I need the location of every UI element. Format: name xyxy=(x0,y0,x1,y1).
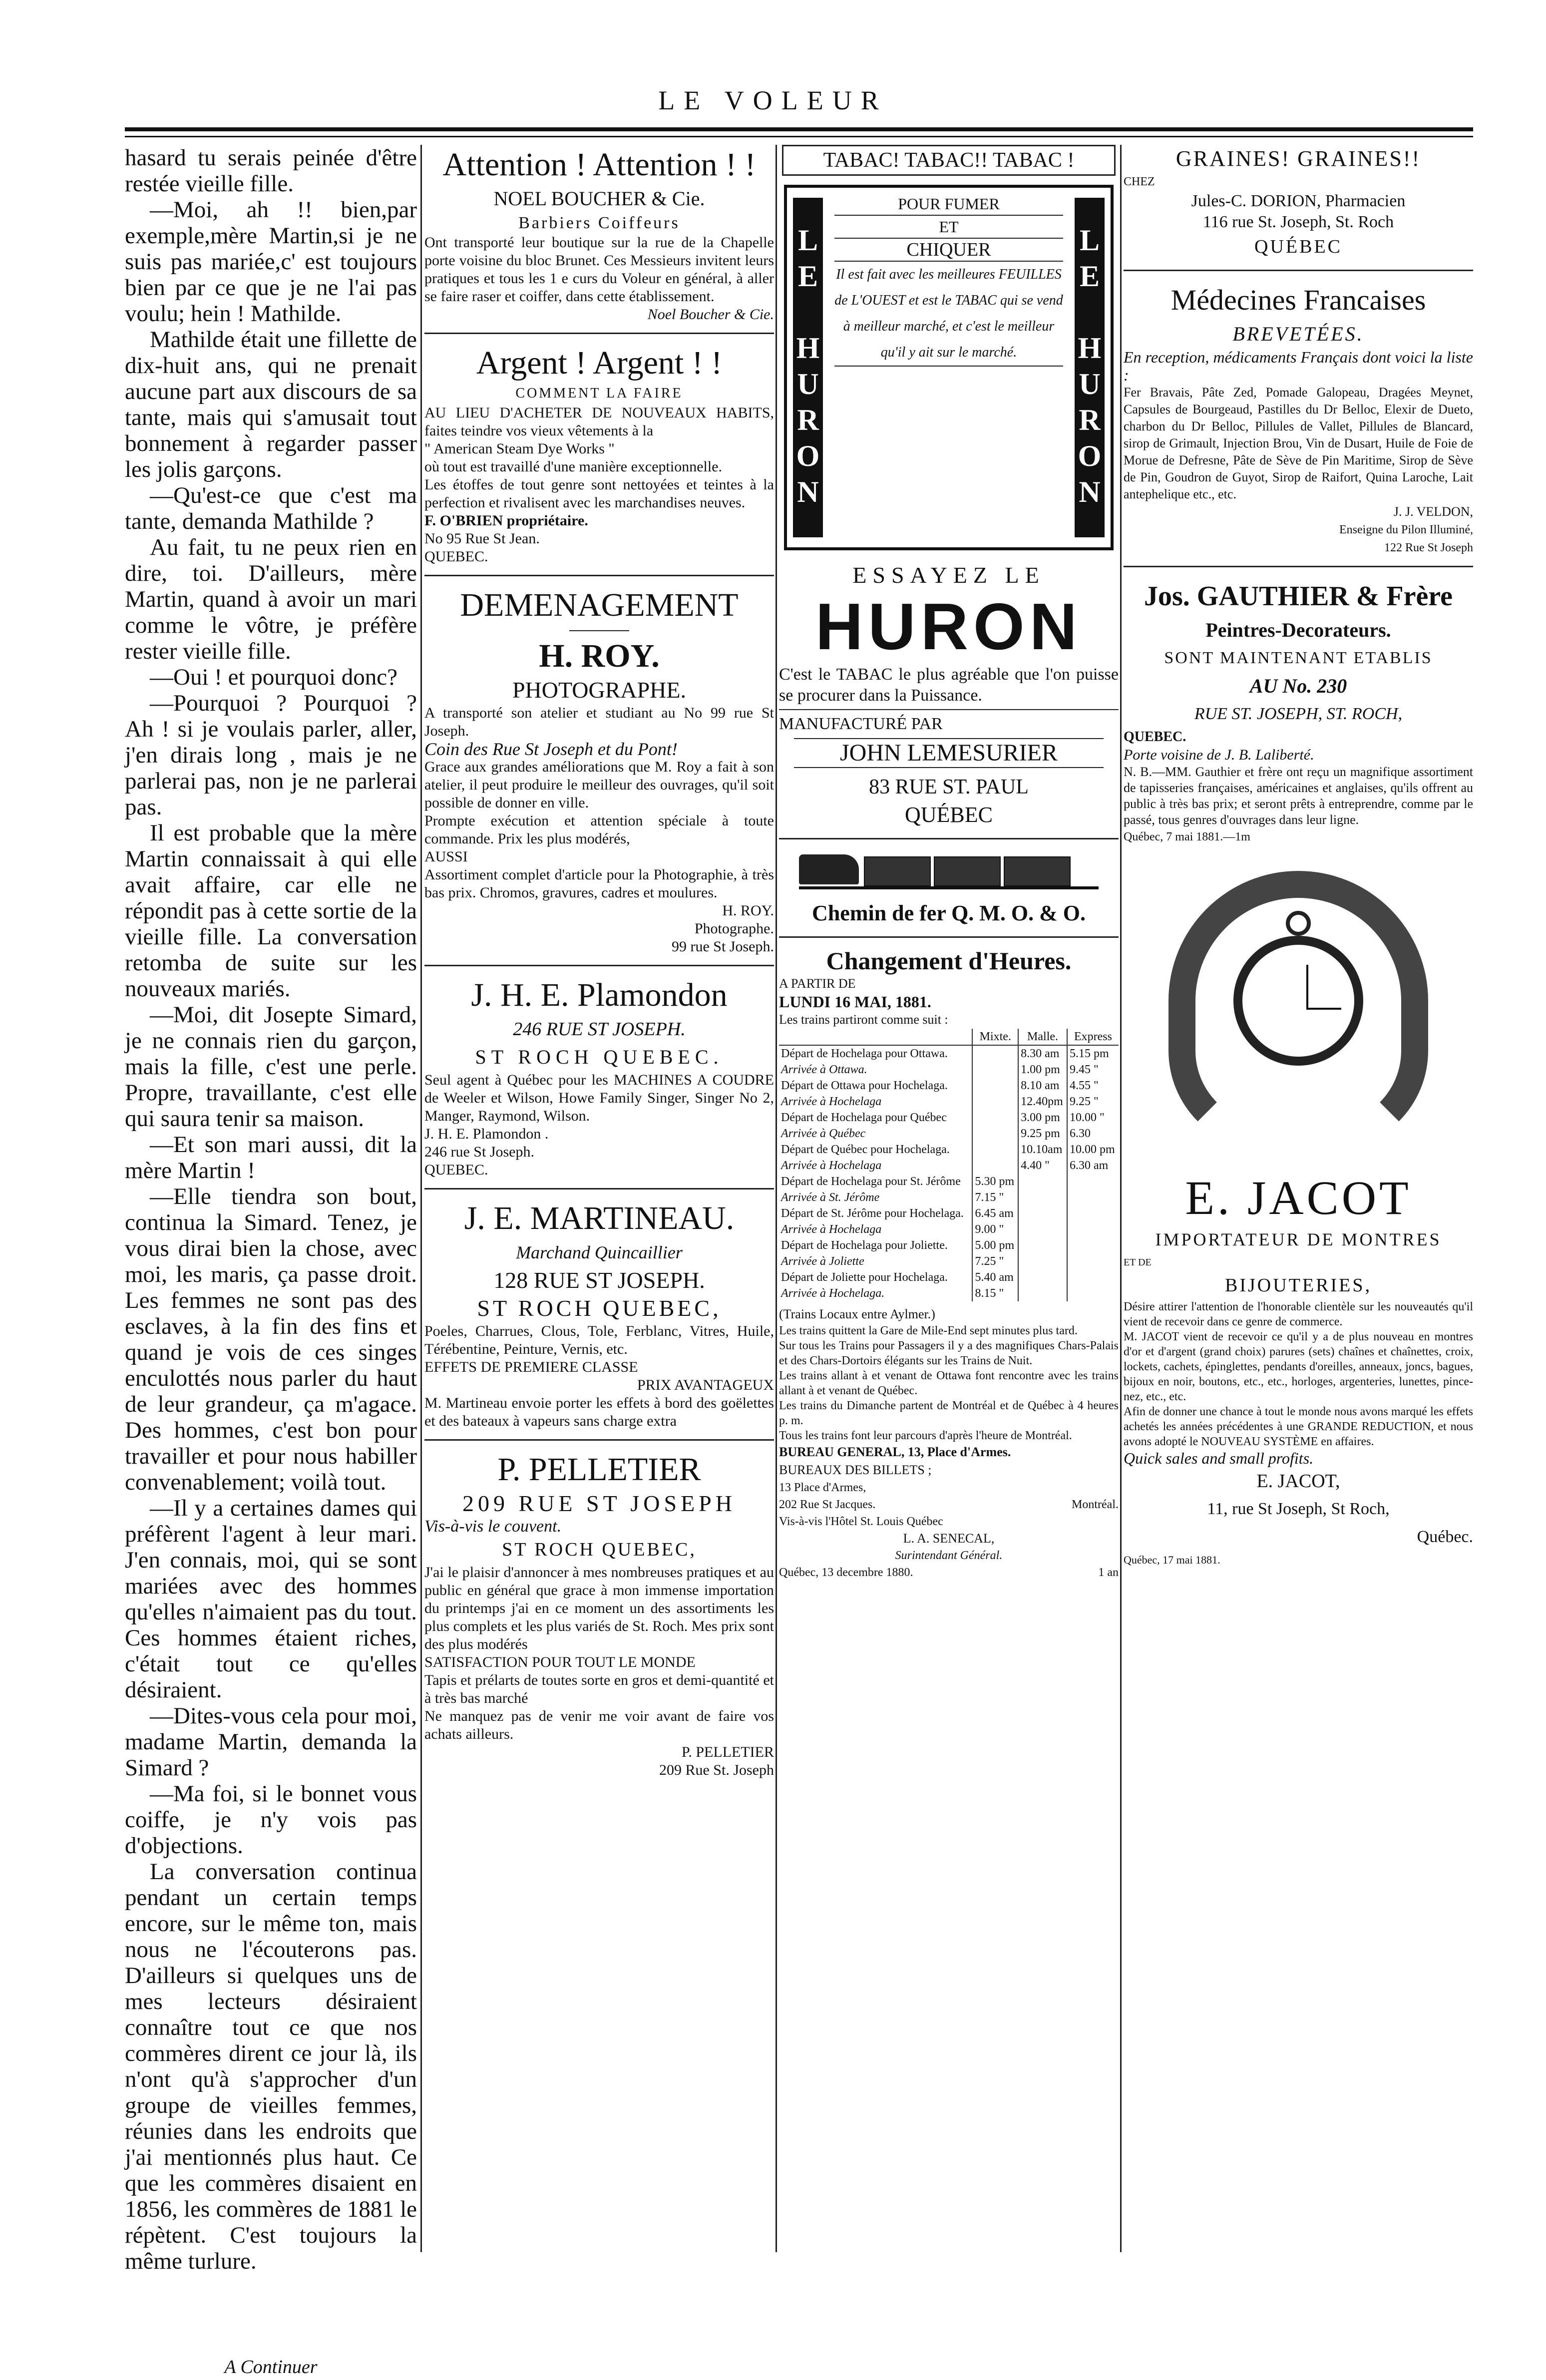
timetable-row xyxy=(779,1174,1119,1190)
huron-side-label: LE HURON xyxy=(1075,198,1105,537)
story-paragraph: —Dites-vous cela pour moi, madame Martin, demanda la Simard ? xyxy=(125,1703,417,1781)
box-line: Il est fait avec les meilleures FEUILLES de L'OUEST et est le TABAC qui se vend à meilleur marché, et c'est le meilleur qu'il y ait sur le marché. xyxy=(834,262,1063,367)
timetable-time: 9.45 " xyxy=(1067,1062,1119,1078)
timetable-time xyxy=(972,1094,1018,1110)
column-divider xyxy=(1120,145,1122,2252)
billets-row xyxy=(779,1479,1119,1496)
timetable-time: 5.15 pm xyxy=(1067,1045,1119,1062)
brevetees-label: BREVETÉES. xyxy=(1232,323,1364,345)
timetable-row xyxy=(779,1253,1119,1269)
ads-column-4 xyxy=(1124,145,1473,2242)
timetable-time xyxy=(1018,1174,1067,1190)
ad-body: AU LIEU D'ACHETER DE NOUVEAUX HABITS, faites teindre vos vieux vêtements à la xyxy=(424,404,774,439)
timetable-time xyxy=(1018,1237,1067,1253)
timetable-station: Arrivée à Ottawa. xyxy=(781,1063,867,1076)
ads-column-2 xyxy=(424,145,774,2242)
ad-demenagement xyxy=(424,585,774,956)
divider xyxy=(779,838,1119,839)
rail-icon xyxy=(799,886,1099,889)
locaux-note: (Trains Locaux entre Aylmer.) xyxy=(779,1307,935,1321)
ad-company: " American Steam Dye Works " xyxy=(424,440,615,457)
senecal-title: Surintendant Général. xyxy=(895,1549,1003,1562)
timetable-time: 10.10am xyxy=(1018,1142,1067,1158)
timetable-row xyxy=(779,1142,1119,1158)
watch-ring-icon xyxy=(1286,911,1311,936)
ad-name: P. PELLETIER xyxy=(497,1451,701,1488)
masthead: LE VOLEUR xyxy=(658,85,888,115)
jacot-etde: ET DE xyxy=(1124,1257,1152,1268)
ad-body: où tout est travaillé d'une manière exceptionnelle. xyxy=(424,458,723,475)
divider xyxy=(569,630,629,631)
billets-montreal: Montréal. xyxy=(1072,1498,1119,1511)
story-paragraph: Au fait, tu ne peux rien en dire, toi. D'ailleurs, mère Martin, quand à avoir un mari comme le vôtre, je préfère rester vieille fille. xyxy=(125,534,417,664)
gauthier-porte: Porte voisine de J. B. Laliberté. xyxy=(1124,747,1314,763)
ad-aussi: AUSSI xyxy=(424,848,468,865)
timetable-time: 7.15 " xyxy=(972,1190,1018,1205)
ad-signature: Photographe. xyxy=(694,920,774,937)
schedule-issue-date: Québec, 13 decembre 1880. xyxy=(779,1566,913,1579)
timetable-time: 10.00 " xyxy=(1067,1110,1119,1126)
story-paragraph: —Il y a certaines dames qui préfèrent l'agent à leur mari. J'en connais, moi, qui se sont mariées avec des hommes qu'elles n'aimaient pas du tout. Ces hommes étaient riches, c'était tout ce qu'elles désiraient. xyxy=(125,1495,417,1703)
jacot-body: Afin de donner une chance à tout le monde nous avons marqué les effets achetés les années précédentes à une GRANDE REDUCTION, et nous avons adopté le NOUVEAU SYSTÈME en affaires. xyxy=(1124,1405,1473,1448)
timetable-row xyxy=(779,1158,1119,1174)
dorion-address: 116 rue St. Joseph, St. Roch xyxy=(1202,213,1394,231)
timetable-time: 9.25 " xyxy=(1067,1094,1119,1110)
story-paragraph: La conversation continua pendant un certain temps encore, sur le même ton, mais nous ne l'écouterons pas. D'ailleurs si quelques uns de mes lecteurs désiraient connaître tout ce que nos commères dirent ce jour là, ils n'ont qu'à s'approcher d'un groupe de vieilles femmes, réunies dans les endroits que j'ai mentionnés plus haut. Ce que les commères disaient en 1856, les commères de 1881 le répètent. C'est toujours la même turlure. xyxy=(125,1859,417,2274)
maker-name: JOHN LEMESURIER xyxy=(794,738,1104,768)
watch-face-icon xyxy=(1233,936,1363,1066)
jacot-body: M. JACOT vient de recevoir ce qu'il y a de plus nouveau en montres d'or et d'argent (grand choix) parures (sets) chaînes et chaînettes, croix, lockets, cachets, épinglettes, pendants d'oreilles, anneaux, joncs, bagues, bijoux en noir, boutons, etc., etc., horloges, argenteries, lunettes, pince-nez, etc., etc. xyxy=(1124,1330,1473,1403)
railway-note: Sur tous les Trains pour Passagers il y a des magnifiques Chars-Palais et des Chars-Dortoirs élégants sur les Trains de Nuit. xyxy=(779,1339,1119,1367)
timetable-row xyxy=(779,1094,1119,1110)
timetable-row xyxy=(779,1062,1119,1078)
ad-pelletier xyxy=(424,1450,774,1779)
timetable-time: 12.40pm xyxy=(1018,1094,1067,1110)
timetable-header: Mixte. xyxy=(972,1029,1018,1045)
ad-city: ST ROCH QUEBEC. xyxy=(475,1046,724,1068)
box-line: POUR FUMER xyxy=(834,193,1063,216)
timetable-station: Arrivée à Québec xyxy=(781,1127,866,1140)
railway-note: Les trains du Dimanche partent de Montréal et de Québec à 4 heures p. m. xyxy=(779,1399,1119,1427)
timetable-time: 5.30 pm xyxy=(972,1174,1018,1190)
timetable-station: Départ de Ottawa pour Hochelaga. xyxy=(781,1079,948,1092)
ad-body: Prompte exécution et attention spéciale à toute commande. Prix les plus modérés, xyxy=(424,812,774,847)
veldon-sign: Enseigne du Pilon Illuminé, xyxy=(1339,523,1473,536)
ad-body: Tapis et prélarts de toutes sorte en gros et demi-quantité et à très bas marché xyxy=(424,1672,774,1706)
ad-signature: H. ROY. xyxy=(722,902,774,919)
ad-title: Argent ! Argent ! ! xyxy=(476,345,723,381)
timetable-time xyxy=(972,1045,1018,1062)
divider xyxy=(424,575,774,576)
ad-trade: Marchand Quincaillier xyxy=(516,1242,683,1262)
timetable-time xyxy=(972,1110,1018,1126)
railway-note: Tous les trains font leur parcours d'après l'heure de Montréal. xyxy=(779,1429,1072,1442)
reception-text: En reception, médicaments Français dont voici la liste : xyxy=(1124,348,1473,384)
ad-signature: J. H. E. Plamondon . xyxy=(424,1126,549,1142)
train-illustration xyxy=(799,849,1099,889)
billets-row xyxy=(779,1496,1119,1513)
jacot-city: Québec. xyxy=(1417,1528,1473,1546)
gauthier-body: N. B.—MM. Gauthier et frère ont reçu un magnifique assortiment de tapisseries françaises, américaines et anglaises, qu'ils offrent au public à très bas prix; et seront prêts à entreprendre, comme par le passé, tous genres d'ouvrages dans leur ligne. xyxy=(1124,765,1473,827)
timetable-time: 4.40 " xyxy=(1018,1158,1067,1174)
ad-subtitle: COMMENT LA FAIRE xyxy=(515,386,683,401)
horseshoe-watch-illustration xyxy=(1159,861,1438,1171)
ad-vis: Vis-à-vis le couvent. xyxy=(424,1517,562,1536)
timetable-station: Arrivée à St. Jérôme xyxy=(781,1191,880,1204)
story-paragraph: —Moi, ah !! bien,par exemple,mère Martin,si je ne suis pas mariée,c' est toujours bien par ce que je ne l'ai pas voulu; hein ! Mathilde. xyxy=(125,197,417,327)
box-line: ET xyxy=(834,216,1063,239)
ad-body: Les étoffes de tout genre sont nettoyées et teintes à la perfection et rivalisent avec les marchandises neuves. xyxy=(424,476,774,511)
huron-title: HURON xyxy=(815,590,1082,663)
timetable-time: 9.00 " xyxy=(972,1221,1018,1237)
jacot-address: 11, rue St Joseph, St Roch, xyxy=(1207,1500,1390,1518)
divider xyxy=(1124,270,1473,271)
timetable-row xyxy=(779,1205,1119,1221)
dorion-name: Jules-C. DORION, Pharmacien xyxy=(1191,192,1406,210)
timetable-row xyxy=(779,1190,1119,1205)
timetable-time xyxy=(1018,1190,1067,1205)
medicine-list: Fer Bravais, Pâte Zed, Pomade Galopeau, Dragées Meynet, Capsules de Bourgeaud, Pastilles du Dr Belloc, Elexir de Dueto, charbon du Dr Belloc, Pillules de Vallet, Pillules de Blancard, sirop de Grimault, Injection Brou, Vin de Dusart, Huile de Foie de Morue de Defresne, Pâte de Sève de Pin Maritime, Sirop de Sève de Pin, Goudron de Guyot, Sirop de Raifort, Quina Laroche, Lait antephelique etc., etc. xyxy=(1124,385,1473,501)
watch-hand-icon xyxy=(1306,965,1308,1010)
gauthier-established: SONT MAINTENANT ETABLIS xyxy=(1164,649,1433,667)
timetable-time: 8.15 " xyxy=(972,1285,1018,1301)
ad-prix: PRIX AVANTAGEUX xyxy=(637,1377,774,1393)
continuer-label: A Continuer xyxy=(224,2357,318,2378)
changement-title: Changement d'Heures. xyxy=(826,947,1072,975)
timetable-station: Arrivée à Hochelaga xyxy=(781,1223,882,1236)
timetable-station: Départ de Hochelaga pour Ottawa. xyxy=(781,1047,948,1060)
ad-effets: EFFETS DE PREMIERE CLASSE xyxy=(424,1359,638,1375)
maker-address: 83 RUE ST. PAUL xyxy=(869,776,1029,798)
ad-name: J. H. E. Plamondon xyxy=(471,977,728,1013)
divider xyxy=(424,333,774,334)
timetable xyxy=(779,1029,1119,1301)
ad-signature: 246 rue St Joseph. xyxy=(424,1144,534,1160)
ad-address: No 95 Rue St Jean. xyxy=(424,530,540,547)
timetable-station: Départ de Hochelaga pour Joliette. xyxy=(781,1239,948,1252)
ad-title: Attention ! Attention ! ! xyxy=(442,146,756,183)
essayez-label: ESSAYEZ LE xyxy=(852,562,1045,588)
timetable-time xyxy=(1067,1205,1119,1221)
schedule-footer xyxy=(779,1564,1119,1581)
story-paragraph: —Pourquoi ? Pourquoi ? Ah ! si je voulais parler, aller, j'en dirais long , mais je ne parlerai pas, non je ne parlerai pas. xyxy=(125,690,417,820)
timetable-time: 6.30 xyxy=(1067,1126,1119,1142)
timetable-header: Express xyxy=(1067,1029,1119,1045)
ad-city: ST ROCH QUEBEC, xyxy=(477,1295,722,1321)
ad-attention xyxy=(424,145,774,324)
timetable-time xyxy=(972,1142,1018,1158)
story-column xyxy=(125,145,417,2378)
maker-city: QUÉBEC xyxy=(905,802,993,827)
divider xyxy=(424,965,774,966)
box-line: CHIQUER xyxy=(834,239,1063,262)
divider xyxy=(424,1188,774,1190)
schedule-term: 1 an xyxy=(1098,1566,1119,1579)
timetable-time xyxy=(1018,1253,1067,1269)
timetable-row xyxy=(779,1269,1119,1285)
jacot-body: Désire attirer l'attention de l'honorable clientèle sur les nouveautés qu'il vient de recevoir dans ce genre de commerce. xyxy=(1124,1300,1473,1328)
ad-body: J'ai le plaisir d'annoncer à mes nombreuses pratiques et au public en général que grace à mon immense importation du printemps j'ai en ce moment un des assortiments les plus complets et les plus variés de St. Roch. Mes prix sont des plus modérés xyxy=(424,1564,774,1652)
story-paragraph: Mathilde était une fillette de dix-huit ans, qui ne prenait aucune part aux discours de sa tante, mais qui s'amusait tout bonnement à regarder passer les jolis garçons. xyxy=(125,327,417,482)
timetable-time xyxy=(1018,1205,1067,1221)
timetable-time xyxy=(972,1126,1018,1142)
locomotive-icon xyxy=(799,854,859,884)
timetable-station: Arrivée à Hochelaga xyxy=(781,1095,882,1108)
timetable-station: Départ de Hochelaga pour Québec xyxy=(781,1111,947,1124)
ad-argent xyxy=(424,343,774,566)
chez-label: CHEZ xyxy=(1124,175,1155,188)
timetable-row xyxy=(779,1221,1119,1237)
story-paragraph: hasard tu serais peinée d'être restée vieille fille. xyxy=(125,145,417,197)
ad-signature: P. PELLETIER xyxy=(682,1744,774,1760)
timetable-row xyxy=(779,1285,1119,1301)
railcar-icon xyxy=(934,856,1001,886)
railway-note: Les trains quittent la Gare de Mile-End sept minutes plus tard. xyxy=(779,1324,1078,1337)
railcar-icon xyxy=(1004,856,1071,886)
graines-title: GRAINES! GRAINES!! xyxy=(1175,146,1421,171)
ad-signature: Noel Boucher & Cie. xyxy=(647,306,774,323)
ad-firm: NOEL BOUCHER & Cie. xyxy=(493,187,705,210)
billets-jacques: 202 Rue St Jacques. xyxy=(779,1498,876,1511)
divider xyxy=(424,1439,774,1441)
timetable-row xyxy=(779,1110,1119,1126)
partir-label: A PARTIR DE xyxy=(779,976,856,991)
masthead-rule xyxy=(125,127,1473,131)
ad-city: QUEBEC. xyxy=(424,548,488,565)
timetable-row xyxy=(779,1045,1119,1062)
ad-corner: Coin des Rue St Joseph et du Pont! xyxy=(424,739,678,759)
timetable-station: Départ de Hochelaga pour St. Jérôme xyxy=(781,1175,961,1188)
timetable-station: Arrivée à Hochelaga xyxy=(781,1159,882,1172)
huron-side-label: LE HURON xyxy=(793,198,823,537)
timetable-station: Départ de Québec pour Hochelaga. xyxy=(781,1143,950,1156)
timetable-time xyxy=(1018,1285,1067,1301)
timetable-time xyxy=(1067,1285,1119,1301)
ad-body: Poeles, Charrues, Clous, Tole, Ferblanc, Vitres, Huile, Térébentine, Peinture, Vernis, etc. xyxy=(424,1323,774,1357)
watch-hand-icon xyxy=(1306,1008,1341,1010)
billets-label: BUREAUX DES BILLETS ; xyxy=(779,1463,932,1477)
timetable-time xyxy=(1018,1221,1067,1237)
ad-signature: 99 rue St Joseph. xyxy=(672,938,774,955)
ad-trade: PHOTOGRAPHE. xyxy=(512,677,687,703)
timetable-time: 6.45 am xyxy=(972,1205,1018,1221)
railcar-icon xyxy=(864,856,931,886)
ad-address: 246 RUE ST JOSEPH. xyxy=(513,1019,686,1040)
ad-body: Seul agent à Québec pour les MACHINES A COUDRE de Weeler et Wilson, Howe Family Singer, Singer No 2, Manger, Raymond, Wilson. xyxy=(424,1072,774,1124)
railway-title: Chemin de fer Q. M. O. & O. xyxy=(812,901,1086,925)
story-paragraph: —Oui ! et pourquoi donc? xyxy=(150,664,398,690)
story-paragraph: —Et son mari aussi, dit la mère Martin ! xyxy=(125,1132,417,1184)
billets-place: 13 Place d'Armes, xyxy=(779,1481,866,1494)
timetable-time: 8.10 am xyxy=(1018,1078,1067,1094)
timetable-time xyxy=(1067,1237,1119,1253)
timetable-row xyxy=(779,1078,1119,1094)
huron-tagline: C'est le TABAC le plus agréable que l'on puisse se procurer dans la Puissance. xyxy=(779,664,1119,710)
ad-address: 128 RUE ST JOSEPH. xyxy=(493,1267,705,1293)
ad-martineau xyxy=(424,1198,774,1430)
jacot-signature: E. JACOT, xyxy=(1256,1471,1340,1492)
billets-vis: Vis-à-vis l'Hôtel St. Louis Québec xyxy=(779,1515,943,1528)
timetable-time xyxy=(972,1078,1018,1094)
story-paragraph: —Qu'est-ce que c'est ma tante, demanda Mathilde ? xyxy=(125,482,417,534)
timetable-time xyxy=(972,1158,1018,1174)
ad-trade: Barbiers Coiffeurs xyxy=(518,214,680,232)
timetable-time xyxy=(1067,1221,1119,1237)
ad-body: Ne manquez pas de venir me voir avant de faire vos achats ailleurs. xyxy=(424,1708,774,1742)
jacot-motto: Quick sales and small profits. xyxy=(1124,1449,1314,1467)
column-divider xyxy=(420,145,422,2252)
timetable-time: 5.00 pm xyxy=(972,1237,1018,1253)
ad-satisfaction: SATISFACTION POUR TOUT LE MONDE xyxy=(424,1654,696,1670)
timetable-time: 8.30 am xyxy=(1018,1045,1067,1062)
jacot-importateur: IMPORTATEUR DE MONTRES xyxy=(1155,1229,1442,1249)
ad-name: H. ROY. xyxy=(539,638,660,674)
gauthier-trade: Peintres-Decorateurs. xyxy=(1205,619,1391,641)
ad-title: DEMENAGEMENT xyxy=(460,587,739,623)
masthead-rule-thin xyxy=(125,136,1473,137)
timetable-station: Arrivée à Joliette xyxy=(781,1255,864,1268)
gauthier-street: RUE ST. JOSEPH, ST. ROCH, xyxy=(1194,705,1403,723)
timetable-header: Malle. xyxy=(1018,1029,1067,1045)
ad-body: Assortiment complet d'article pour la Photographie, à très bas prix. Chromos, gravures, cadres et moulures. xyxy=(424,866,774,901)
timetable-time: 5.40 am xyxy=(972,1269,1018,1285)
timetable-time xyxy=(1067,1269,1119,1285)
ad-signature: QUEBEC. xyxy=(424,1162,488,1178)
story-paragraph: —Ma foi, si le bonnet vous coiffe, je n'y vois pas d'objections. xyxy=(125,1781,417,1859)
timetable-time: 9.25 pm xyxy=(1018,1126,1067,1142)
timetable-time: 3.00 pm xyxy=(1018,1110,1067,1126)
jacot-date: Québec, 17 mai 1881. xyxy=(1124,1554,1220,1566)
timetable-row xyxy=(779,1237,1119,1253)
timetable-station: Départ de Joliette pour Hochelaga. xyxy=(781,1271,948,1284)
medecines-title: Médecines Francaises xyxy=(1170,284,1426,316)
story-text xyxy=(125,145,417,2274)
bureau-general: BUREAU GENERAL, 13, Place d'Armes. xyxy=(779,1445,1011,1459)
jacot-title: E. JACOT xyxy=(1185,1171,1412,1224)
timetable-header xyxy=(779,1029,972,1045)
timetable-time xyxy=(1067,1253,1119,1269)
huron-box xyxy=(784,185,1114,550)
trains-intro: Les trains partiront comme suit : xyxy=(779,1012,948,1027)
ad-name: J. E. MARTINEAU. xyxy=(464,1200,735,1236)
timetable-time xyxy=(1018,1269,1067,1285)
dorion-city: QUÉBEC xyxy=(1254,236,1342,257)
jacot-bijouteries: BIJOUTERIES, xyxy=(1225,1275,1372,1296)
ad-signature: 209 Rue St. Joseph xyxy=(659,1762,774,1778)
ad-body: Ont transporté leur boutique sur la rue de la Chapelle porte voisine du bloc Brunet. Ces Messieurs invitent leurs pratiques et tous les 1 e curs du Voleur en général, à aller se faire raser et coiffer, dans cette établissement. xyxy=(424,234,774,305)
timetable-station: Départ de St. Jérôme pour Hochelaga. xyxy=(781,1207,964,1220)
railway-notes xyxy=(779,1323,1119,1443)
story-paragraph: —Moi, dit Josepte Simard, je ne connais rien du garçon, mais la fille, c'est une perle. Propre, travaillante, c'est elle qui saura tenir sa maison. xyxy=(125,1002,417,1132)
ad-address: 209 RUE ST JOSEPH xyxy=(462,1491,736,1516)
timetable-time: 10.00 pm xyxy=(1067,1142,1119,1158)
huron-box-text xyxy=(834,193,1063,367)
ad-plamondon xyxy=(424,975,774,1179)
schedule-date: LUNDI 16 MAI, 1881. xyxy=(779,993,931,1011)
tabac-header: TABAC! TABAC!! TABAC ! xyxy=(782,145,1116,176)
timetable-time: 1.00 pm xyxy=(1018,1062,1067,1078)
gauthier-name: Jos. GAUTHIER & Frère xyxy=(1144,581,1453,612)
timetable-time: 4.55 " xyxy=(1067,1078,1119,1094)
story-paragraph: —Elle tiendra son bout, continua la Simard. Tenez, je vous dirai bien la chose, avec moi, les maris, ça passe droit. Les femmes ne sont pas des esclaves, à la fin des fins et quand je vois de ces singes enculottés nous parler du haut de leur grandeur, ça m'agace. Des hommes, c'est bon pour travailler et pour nous habiller convenablement; voilà tout. xyxy=(125,1184,417,1495)
timetable-time xyxy=(972,1062,1018,1078)
ad-owner: F. O'BRIEN propriétaire. xyxy=(424,512,588,529)
veldon-address: 122 Rue St Joseph xyxy=(1384,541,1473,554)
gauthier-city: QUEBEC. xyxy=(1124,729,1186,745)
story-paragraph: Il est probable que la mère Martin connaissait à qui elle avait affaire, car elle ne répondit pas à cette sortie de la vieille fille. La conversation retomba de suite sur les nouveaux mariés. xyxy=(125,820,417,1002)
gauthier-date: Québec, 7 mai 1881.—1m xyxy=(1124,830,1250,843)
veldon-name: J. J. VELDON, xyxy=(1393,504,1473,519)
timetable-station: Arrivée à Hochelaga. xyxy=(781,1287,885,1300)
timetable-time xyxy=(1067,1190,1119,1205)
column-divider xyxy=(775,145,777,2252)
timetable-row xyxy=(779,1126,1119,1142)
ads-column-3 xyxy=(779,145,1119,2242)
ad-note: M. Martineau envoie porter les effets à bord des goëlettes et des bateaux à vapeurs sans charge extra xyxy=(424,1395,774,1429)
ad-body: Grace aux grandes améliorations que M. Roy a fait à son atelier, il peut produire le meilleur des ouvrages, qu'il soit possible de donner en ville. xyxy=(424,759,774,811)
divider xyxy=(779,936,1119,938)
senecal-name: L. A. SENECAL, xyxy=(903,1531,995,1546)
divider xyxy=(1124,566,1473,567)
ad-city: ST ROCH QUEBEC, xyxy=(502,1539,697,1560)
ad-body: A transporté son atelier et studiant au No 99 rue St Joseph. xyxy=(424,705,774,739)
manufacture-label: MANUFACTURÉ PAR xyxy=(779,715,943,733)
timetable-time xyxy=(1067,1174,1119,1190)
timetable-time: 7.25 " xyxy=(972,1253,1018,1269)
gauthier-number: AU No. 230 xyxy=(1249,675,1347,697)
railway-note: Les trains allant à et venant de Ottawa font rencontre avec les trains allant à et venant de Québec. xyxy=(779,1369,1119,1397)
timetable-time: 6.30 am xyxy=(1067,1158,1119,1174)
